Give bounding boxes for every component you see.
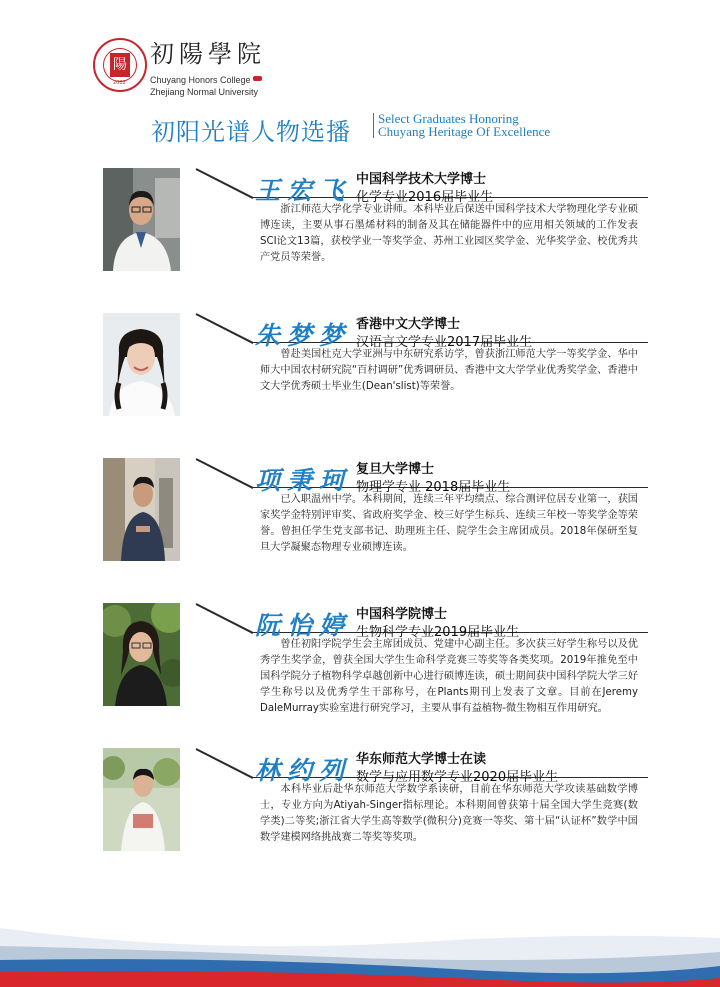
graduate-degree: 华东师范大学博士在读 (356, 752, 487, 767)
graduate-degree: 中国科学技术大学博士 (356, 172, 487, 187)
graduate-profile (0, 313, 720, 453)
title-divider (373, 113, 374, 138)
connector-line (196, 748, 254, 779)
graduate-profile (0, 458, 720, 598)
graduate-name: 项秉珂 (255, 466, 352, 495)
page-title: 初阳光谱人物选播 (151, 118, 351, 146)
graduate-description: 曾任初阳学院学生会主席团成员、党建中心副主任。多次获三好学生称号以及优秀学生奖学金，曾获全国大学生生命科学竞赛三等奖等各类奖项。2019年推免至中国科学院分子植物科学卓越创新中心进行硕博连读，硕士期间获中国科学院大学三好学生称号以及优秀学生干部称号，在Plants期刊上发表了文章。目前在Jeremy DaleMurray实验室进行研究学习，主要从事有益植物-微生物相互作用研究。 (260, 639, 638, 714)
graduate-major: 物理学专业 2018届毕业生 (356, 480, 511, 495)
connector-line (196, 458, 254, 489)
brand-block (150, 40, 266, 97)
graduate-description: 已入职温州中学。本科期间，连续三年平均绩点、综合测评位居专业第一，获国家奖学金特别评审奖、省政府奖学金、校三好学生标兵、连续三年校一等奖学金等荣誉。曾担任学生党支部书记、助理班主任、院学生会主席团成员。2018年保研至复旦大学凝聚态物理专业硕博连读。 (260, 494, 638, 553)
logo-emblem: 陽 (110, 53, 130, 77)
brand-name-cn: 初陽學院 (150, 40, 266, 68)
college-logo (93, 38, 147, 92)
connector-line (196, 313, 254, 344)
brand-university-en: Zhejiang Normal University (150, 87, 259, 97)
graduate-major: 数学与应用数学专业2020届毕业生 (356, 770, 559, 785)
brand-name-en-line1 (150, 68, 266, 87)
graduate-degree: 中国科学院博士 (356, 607, 448, 622)
portrait-photo (103, 748, 180, 851)
graduate-name: 阮怡婷 (255, 611, 352, 640)
portrait-image (103, 168, 180, 271)
portrait-image (103, 748, 180, 851)
connector-line (196, 603, 254, 634)
graduate-profile (0, 168, 720, 308)
graduate-name: 王宏飞 (255, 176, 352, 205)
badge-icon (253, 76, 262, 81)
graduate-profile (0, 603, 720, 743)
graduate-major: 生物科学专业2019届毕业生 (356, 625, 520, 640)
footer-wave (0, 900, 720, 987)
graduate-name: 朱梦梦 (255, 321, 352, 350)
graduate-degree: 香港中文大学博士 (356, 317, 461, 332)
brand-name-en: Chuyang Honors College (150, 75, 251, 85)
portrait-image (103, 603, 180, 706)
graduate-major: 化学专业2016届毕业生 (356, 190, 494, 205)
page-subtitle-line1: Select Graduates Honoring (378, 111, 519, 126)
page-subtitle-line2: Chuyang Heritage Of Excellence (378, 124, 551, 139)
portrait-photo (103, 603, 180, 706)
portrait-image (103, 313, 180, 416)
graduate-description: 曾赴美国杜克大学亚洲与中东研究系访学，曾获浙江师范大学一等奖学金、华中师大中国农村研究院“百村调研”优秀调研员、香港中文大学学业优秀奖学金、香港中文大学优秀硕士毕业生(Dean'slist)等荣誉。 (260, 349, 638, 392)
portrait-photo (103, 168, 180, 271)
connector-line (196, 168, 254, 199)
graduate-major: 汉语言文学专业2017届毕业生 (356, 335, 533, 350)
portrait-image (103, 458, 180, 561)
logo-year: 2002 (113, 80, 126, 86)
portrait-photo (103, 313, 180, 416)
graduate-name: 林约列 (255, 756, 352, 785)
portrait-photo (103, 458, 180, 561)
graduate-profile (0, 748, 720, 888)
graduate-description: 浙江师范大学化学专业讲师。本科毕业后保送中国科学技术大学物理化学专业硕博连读，主要从事石墨烯材料的制备及其在储能器件中的应用相关领域的工作发表SCI论文13篇，获校学业一等奖学金、苏州工业园区奖学金、光华奖学金、校优秀共产党员等荣誉。 (260, 204, 638, 263)
graduate-description: 本科毕业后赴华东师范大学数学系读研，目前在华东师范大学攻读基础数学博士，专业方向为Atiyah-Singer指标理论。本科期间曾获第十届全国大学生竞赛(数学类)二等奖;浙江省大学生高等数学(微积分)竞赛一等奖、第十届“认证杯”数学中国数学建模网络挑战赛二等奖等奖项。 (260, 784, 638, 843)
graduate-degree: 复旦大学博士 (356, 462, 435, 477)
